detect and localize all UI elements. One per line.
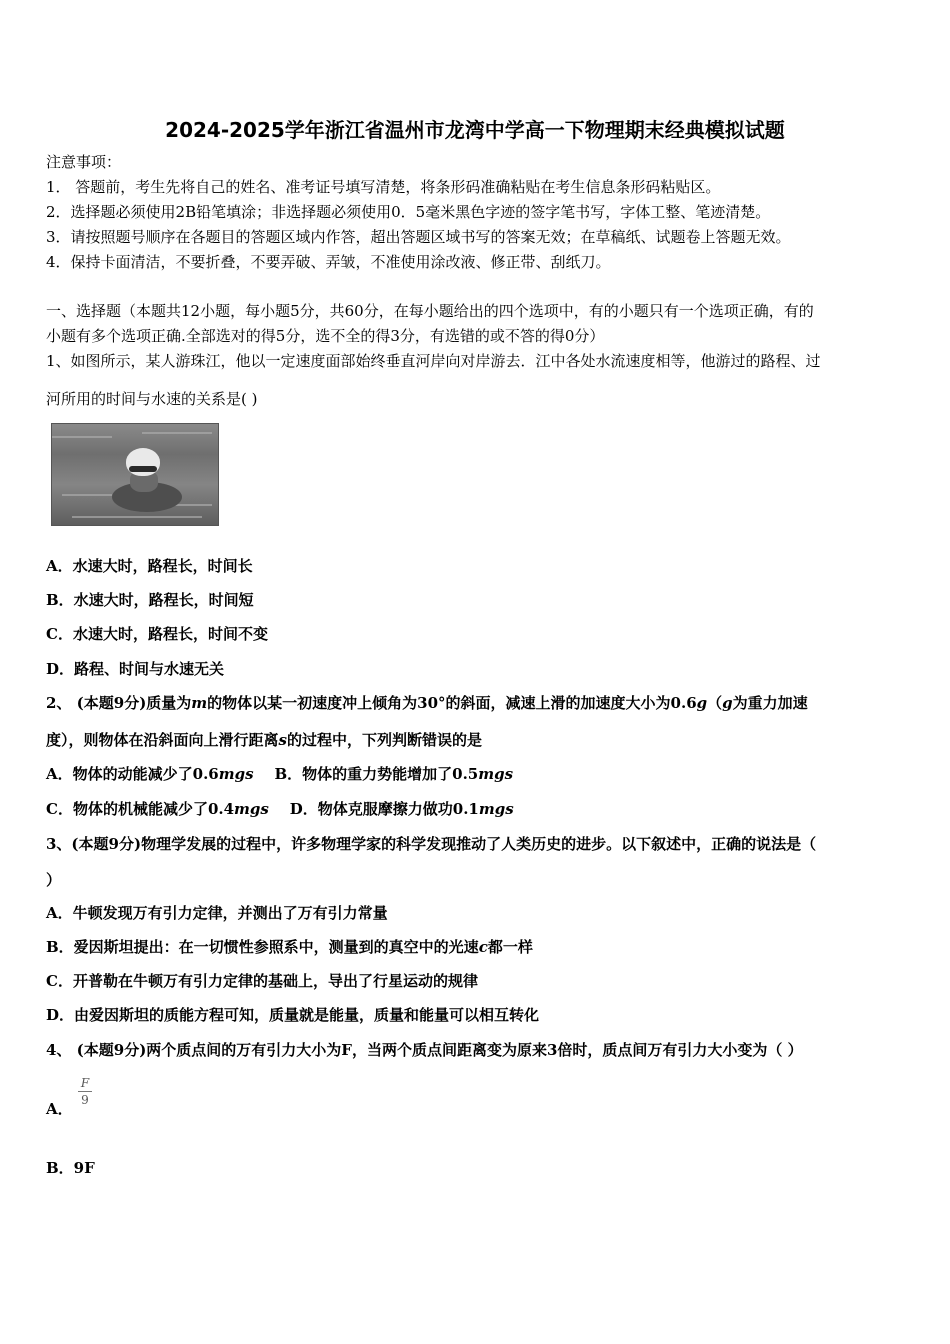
q1-stem-line2: 河所用的时间与水速的关系是( ) [46, 390, 258, 408]
q1-option-d: D．路程、时间与水速无关 [46, 660, 225, 678]
q2-options-cd: C．物体的机械能减少了0.4mgs D．物体克服摩擦力做功0.1mgs [46, 800, 514, 818]
q1-option-c: C．水速大时，路程长，时间不变 [46, 625, 268, 643]
notice-heading: 注意事项： [46, 153, 122, 171]
notice-item-2: 2．选择题必须使用2B铅笔填涂；非选择题必须使用0．5毫米黑色字迹的签字笔书写，字体工整、笔迹清楚。 [46, 203, 771, 221]
q3-option-c: C．开普勒在牛顿万有引力定律的基础上，导出了行星运动的规律 [46, 972, 478, 990]
q1-stem-line1: 1、如图所示，某人游珠江，他以一定速度面部始终垂直河岸向对岸游去．江中各处水流速度相等，他游过的路程、过 [46, 352, 821, 370]
q4-option-a-label: A． [46, 1100, 73, 1118]
fraction-numerator: F [78, 1075, 92, 1092]
q4-option-b: B．9F [46, 1159, 95, 1177]
q1-option-b: B．水速大时，路程长，时间短 [46, 591, 254, 609]
q4-option-a-fraction [78, 1075, 92, 1108]
page-title: 2024-2025学年浙江省温州市龙湾中学高一下物理期末经典模拟试题 [165, 118, 785, 142]
q1-option-a: A．水速大时，路程长，时间长 [46, 557, 253, 575]
q2-stem-line2: 度），则物体在沿斜面向上滑行距离s的过程中，下列判断错误的是 [46, 731, 482, 749]
swimmer-photo [51, 423, 219, 526]
q3-option-b: B．爱因斯坦提出：在一切惯性参照系中，测量到的真空中的光速c都一样 [46, 938, 533, 956]
section-heading-line1: 一、选择题（本题共12小题，每小题5分，共60分，在每小题给出的四个选项中，有的小题只有一个选项正确，有的 [46, 302, 814, 320]
q3-stem-line1: 3、(本题9分)物理学发展的过程中，许多物理学家的科学发现推动了人类历史的进步。以下叙述中，正确的说法是（ [46, 835, 817, 853]
section-heading-line2: 小题有多个选项正确.全部选对的得5分，选不全的得3分，有选错的或不答的得0分） [46, 327, 605, 345]
notice-item-4: 4．保持卡面清洁，不要折叠，不要弄破、弄皱，不准使用涂改液、修正带、刮纸刀。 [46, 253, 611, 271]
q3-option-d: D．由爱因斯坦的质能方程可知，质量就是能量，质量和能量可以相互转化 [46, 1006, 540, 1024]
q2-options-ab: A．物体的动能减少了0.6mgs B．物体的重力势能增加了0.5mgs [46, 765, 514, 783]
fraction-denominator: 9 [81, 1093, 89, 1107]
q4-stem: 4、 (本题9分)两个质点间的万有引力大小为F，当两个质点间距离变为原来3倍时，质点间万有引力大小变为（ ） [46, 1041, 803, 1059]
q3-stem-line2: ） [46, 871, 62, 889]
notice-item-3: 3．请按照题号顺序在各题目的答题区域内作答，超出答题区域书写的答案无效；在草稿纸、试题卷上答题无效。 [46, 228, 791, 246]
q2-stem-line1: 2、 (本题9分)质量为m的物体以某一初速度冲上倾角为30°的斜面，减速上滑的加速度大小为0.6g（g为重力加速 [46, 694, 808, 712]
notice-item-1: 1． 答题前，考生先将自己的姓名、准考证号填写清楚，将条形码准确粘贴在考生信息条形码粘贴区。 [46, 178, 721, 196]
q3-option-a: A．牛顿发现万有引力定律，并测出了万有引力常量 [46, 904, 388, 922]
